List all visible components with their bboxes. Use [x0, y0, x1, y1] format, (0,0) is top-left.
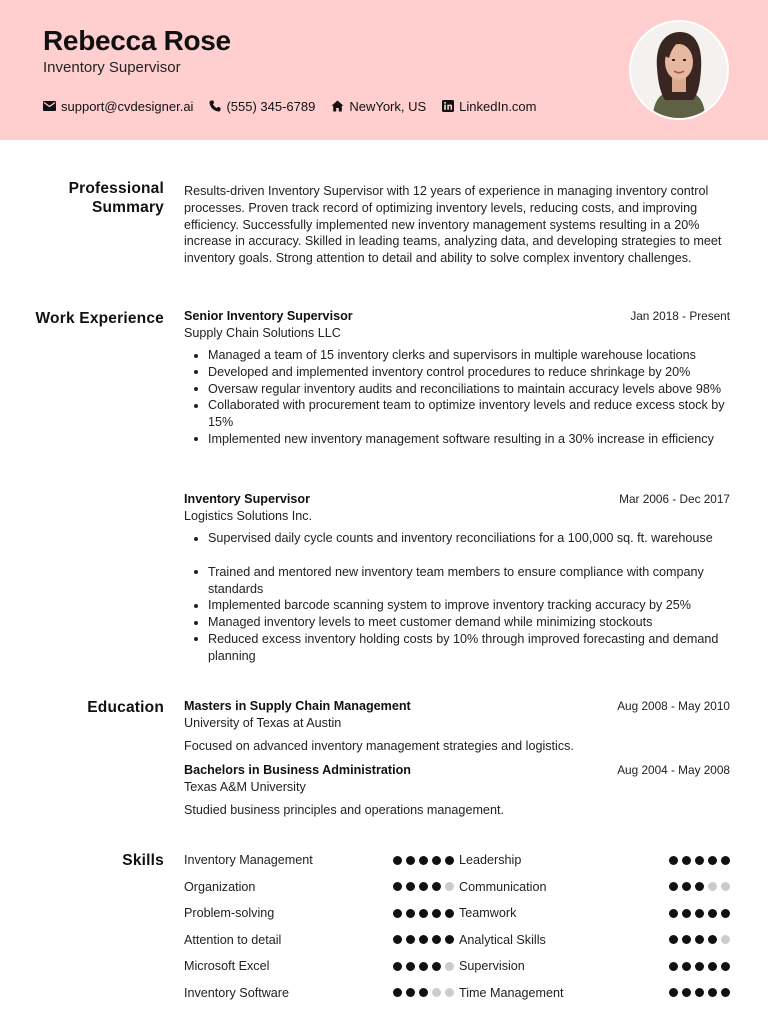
rating-dot-filled: [393, 882, 402, 891]
skill-rating: [665, 856, 730, 865]
rating-dot-filled: [721, 909, 730, 918]
rating-dot-filled: [721, 988, 730, 997]
contact-phone[interactable]: [209, 99, 315, 114]
education-entry: [184, 762, 730, 819]
rating-dot-filled: [419, 988, 428, 997]
rating-dot-empty: [721, 935, 730, 944]
skill-rating: [389, 935, 454, 944]
contact-bar: [43, 97, 553, 115]
rating-dot-filled: [419, 935, 428, 944]
rating-dot-filled: [695, 882, 704, 891]
contact-email[interactable]: [43, 99, 193, 114]
contact-location-text: NewYork, US: [349, 98, 427, 114]
rating-dot-filled: [682, 909, 691, 918]
skill-row: [184, 984, 454, 1002]
rating-dot-filled: [406, 962, 415, 971]
skill-name: Microsoft Excel: [184, 959, 270, 973]
rating-dot-empty: [445, 988, 454, 997]
skill-row: [459, 904, 730, 922]
skill-rating: [389, 988, 454, 997]
rating-dot-filled: [708, 856, 717, 865]
rating-dot-filled: [432, 962, 441, 971]
rating-dot-filled: [695, 962, 704, 971]
contact-location: [331, 99, 426, 114]
rating-dot-empty: [445, 882, 454, 891]
skill-row: [184, 878, 454, 896]
skill-name: Time Management: [459, 985, 564, 1000]
education-description: Focused on advanced inventory management strategies and logistics.: [184, 739, 574, 753]
education-description: Studied business principles and operations management.: [184, 803, 504, 817]
rating-dot-filled: [432, 935, 441, 944]
job-dates: Mar 2006 - Dec 2017: [619, 492, 730, 506]
contact-phone-text[interactable]: (555) 345-6789: [226, 98, 316, 114]
rating-dot-filled: [682, 856, 691, 865]
rating-dot-empty: [445, 962, 454, 971]
rating-dot-filled: [445, 856, 454, 865]
contact-linkedin[interactable]: [442, 99, 536, 114]
experience-entry: [184, 308, 730, 448]
envelope-icon: [43, 101, 56, 111]
skill-rating: [389, 962, 454, 971]
skill-row: [459, 957, 730, 975]
linkedin-icon: [442, 100, 454, 112]
rating-dot-empty: [708, 882, 717, 891]
degree-title: Bachelors in Business Administration: [184, 763, 411, 777]
skill-name: Supervision: [459, 959, 525, 973]
list-item: Managed a team of 15 inventory clerks and supervisors in multiple warehouse locations: [184, 347, 730, 364]
skill-name: Teamwork: [459, 906, 517, 920]
skill-row: [459, 878, 730, 896]
job-bullets: [184, 347, 730, 448]
skill-name: Inventory Management: [184, 853, 313, 867]
rating-dot-filled: [682, 988, 691, 997]
list-item: Managed inventory levels to meet customer demand while minimizing stockouts: [184, 614, 730, 631]
rating-dot-filled: [695, 988, 704, 997]
skill-name: Inventory Software: [184, 985, 289, 1000]
rating-dot-filled: [445, 909, 454, 918]
rating-dot-filled: [406, 856, 415, 865]
rating-dot-filled: [393, 962, 402, 971]
education-entry: [184, 698, 730, 755]
school-name: University of Texas at Austin: [184, 716, 342, 730]
skill-rating: [389, 856, 454, 865]
profile-photo-illustration: [631, 22, 727, 118]
list-item: Implemented new inventory management software resulting in a 30% increase in efficiency: [184, 431, 730, 448]
candidate-name: Rebecca Rose: [43, 25, 231, 56]
company-name: Supply Chain Solutions LLC: [184, 326, 341, 340]
skill-rating: [665, 988, 730, 997]
summary-text: Results-driven Inventory Supervisor with 12 years of experience in managing inventory control processes. Proven track record of optimizing inventory levels, reducing costs, and improving efficiency. Successfully implemented new inventory management systems resulting in a 20% increase in accuracy. Skilled in leading teams, analyzing data, and developing strategies to meet inventory goals. Strong attention to detail and ability to solve complex inventory challenges.: [184, 184, 722, 266]
rating-dot-filled: [406, 909, 415, 918]
rating-dot-filled: [445, 935, 454, 944]
skill-row: [184, 957, 454, 975]
skill-name: Analytical Skills: [459, 932, 546, 947]
rating-dot-filled: [669, 856, 678, 865]
skill-rating: [389, 882, 454, 891]
phone-icon: [209, 100, 221, 112]
rating-dot-filled: [721, 962, 730, 971]
rating-dot-empty: [721, 882, 730, 891]
profile-photo: [629, 20, 729, 120]
home-icon: [331, 100, 344, 112]
rating-dot-filled: [669, 909, 678, 918]
rating-dot-filled: [669, 935, 678, 944]
section-title-experience: Work Experience: [35, 310, 164, 327]
experience-entry: [184, 491, 730, 665]
job-bullets: [184, 530, 730, 665]
job-title: Inventory Supervisor: [184, 492, 310, 506]
skill-row: [184, 931, 454, 949]
skill-name: Leadership: [459, 853, 522, 867]
list-item: Developed and implemented inventory control procedures to reduce shrinkage by 20%: [184, 364, 730, 381]
skill-rating: [665, 909, 730, 918]
rating-dot-filled: [393, 988, 402, 997]
rating-dot-filled: [682, 935, 691, 944]
rating-dot-filled: [669, 962, 678, 971]
list-item: Reduced excess inventory holding costs by 10% through improved forecasting and demand planning: [184, 631, 730, 665]
rating-dot-filled: [419, 962, 428, 971]
header-banner: [0, 0, 768, 140]
rating-dot-filled: [682, 882, 691, 891]
skill-row: [459, 984, 730, 1002]
skill-name: Organization: [184, 879, 256, 894]
rating-dot-filled: [682, 962, 691, 971]
rating-dot-filled: [419, 882, 428, 891]
skill-name: Problem-solving: [184, 906, 275, 920]
section-title-skills: Skills: [122, 852, 164, 869]
candidate-title: Inventory Supervisor: [43, 59, 181, 76]
skill-rating: [665, 962, 730, 971]
rating-dot-filled: [669, 882, 678, 891]
education-dates: Aug 2004 - May 2008: [617, 763, 730, 777]
company-name: Logistics Solutions Inc.: [184, 509, 313, 523]
contact-email-text[interactable]: support@cvdesigner.ai: [61, 98, 194, 114]
skill-name: Attention to detail: [184, 932, 282, 947]
list-item: Oversaw regular inventory audits and reconciliations to maintain accuracy levels above 98%: [184, 381, 730, 398]
school-name: Texas A&M University: [184, 780, 306, 794]
skill-row: [459, 851, 730, 869]
list-item: Implemented barcode scanning system to improve inventory tracking accuracy by 25%: [184, 597, 730, 614]
rating-dot-filled: [669, 988, 678, 997]
rating-dot-filled: [393, 856, 402, 865]
rating-dot-filled: [695, 909, 704, 918]
job-title: Senior Inventory Supervisor: [184, 309, 353, 323]
job-dates: Jan 2018 - Present: [630, 309, 730, 323]
rating-dot-filled: [708, 962, 717, 971]
rating-dot-filled: [406, 935, 415, 944]
skill-rating: [389, 909, 454, 918]
skill-row: [184, 851, 454, 869]
rating-dot-filled: [432, 882, 441, 891]
rating-dot-filled: [393, 909, 402, 918]
list-item: Collaborated with procurement team to optimize inventory levels and reduce excess stock by 15%: [184, 397, 730, 431]
rating-dot-filled: [419, 856, 428, 865]
section-title-education: Education: [87, 699, 164, 716]
rating-dot-filled: [708, 935, 717, 944]
rating-dot-filled: [708, 988, 717, 997]
skill-row: [459, 931, 730, 949]
rating-dot-filled: [721, 856, 730, 865]
education-dates: Aug 2008 - May 2010: [617, 699, 730, 713]
degree-title: Masters in Supply Chain Management: [184, 699, 411, 713]
rating-dot-filled: [393, 935, 402, 944]
rating-dot-filled: [419, 909, 428, 918]
rating-dot-filled: [695, 935, 704, 944]
rating-dot-empty: [432, 988, 441, 997]
rating-dot-filled: [432, 856, 441, 865]
rating-dot-filled: [432, 909, 441, 918]
contact-linkedin-text[interactable]: LinkedIn.com: [459, 98, 537, 114]
section-title-summary: Professional Summary: [68, 180, 164, 216]
list-item: Trained and mentored new inventory team members to ensure compliance with company standards: [184, 564, 730, 598]
rating-dot-filled: [708, 909, 717, 918]
rating-dot-filled: [406, 882, 415, 891]
skill-rating: [665, 935, 730, 944]
skill-rating: [665, 882, 730, 891]
list-item: Supervised daily cycle counts and inventory reconciliations for a 100,000 sq. ft. warehouse: [184, 530, 730, 547]
skill-name: Communication: [459, 879, 547, 894]
rating-dot-filled: [695, 856, 704, 865]
rating-dot-filled: [406, 988, 415, 997]
skill-row: [184, 904, 454, 922]
